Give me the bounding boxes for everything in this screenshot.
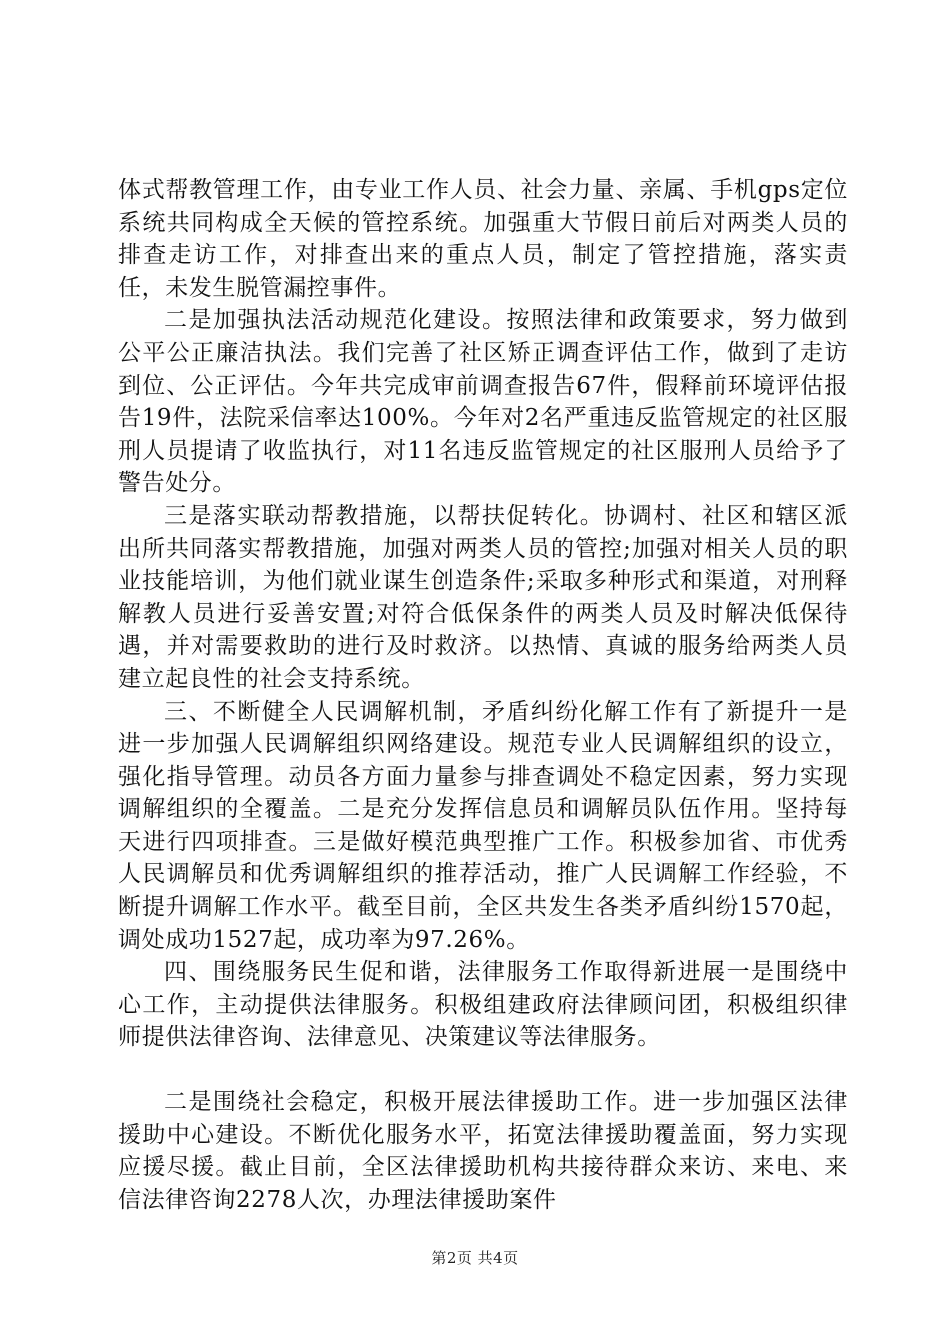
paragraph-6: 二是围绕社会稳定，积极开展法律援助工作。进一步加强区法律援助中心建设。不断优化服务水平，拓宽法律援助覆盖面，努力实现应援尽援。截止目前，全区法律援助机构共接待群众来访、来电、来信法律咨询2278人次，办理法律援助案件	[118, 1089, 848, 1213]
paragraph-2: 二是加强执法活动规范化建设。按照法律和政策要求，努力做到公平公正廉洁执法。我们完善了社区矫正调查评估工作，做到了走访到位、公正评估。今年共完成审前调查报告67件，假释前环境评估报告19件，法院采信率达100%。今年对2名严重违反监管规定的社区服刑人员提请了收监执行，对11名违反监管规定的社区服刑人员给予了警告处分。	[118, 307, 848, 497]
paragraph-4: 三、不断健全人民调解机制，矛盾纠纷化解工作有了新提升一是进一步加强人民调解组织网络建设。规范专业人民调解组织的设立，强化指导管理。动员各方面力量参与排查调处不稳定因素，努力实现调解组织的全覆盖。二是充分发挥信息员和调解员队伍作用。坚持每天进行四项排查。三是做好模范典型推广工作。积极参加省、市优秀人民调解员和优秀调解组织的推荐活动，推广人民调解工作经验，不断提升调解工作水平。截至目前，全区共发生各类矛盾纠纷1570起，调处成功1527起，成功率为97.26%。	[118, 698, 848, 953]
page-footer: 第2页 共4页	[431, 1249, 519, 1267]
paragraph-gap	[118, 1054, 848, 1086]
paragraph-1: 体式帮教管理工作，由专业工作人员、社会力量、亲属、手机gps定位系统共同构成全天候的管控系统。加强重大节假日前后对两类人员的排查走访工作，对排查出来的重点人员，制定了管控措施，落实责任，未发生脱管漏控事件。	[118, 177, 848, 301]
paragraph-5: 四、围绕服务民生促和谐，法律服务工作取得新进展一是围绕中心工作，主动提供法律服务。积极组建政府法律顾问团，积极组织律师提供法律咨询、法律意见、决策建议等法律服务。	[118, 959, 848, 1051]
document-body	[118, 174, 848, 1216]
paragraph-3: 三是落实联动帮教措施，以帮扶促转化。协调村、社区和辖区派出所共同落实帮教措施，加强对两类人员的管控;加强对相关人员的职业技能培训，为他们就业谋生创造条件;采取多种形式和渠道，对刑释解教人员进行妥善安置;对符合低保条件的两类人员及时解决低保待遇，并对需要救助的进行及时救济。以热情、真诚的服务给两类人员建立起良性的社会支持系统。	[118, 502, 848, 692]
